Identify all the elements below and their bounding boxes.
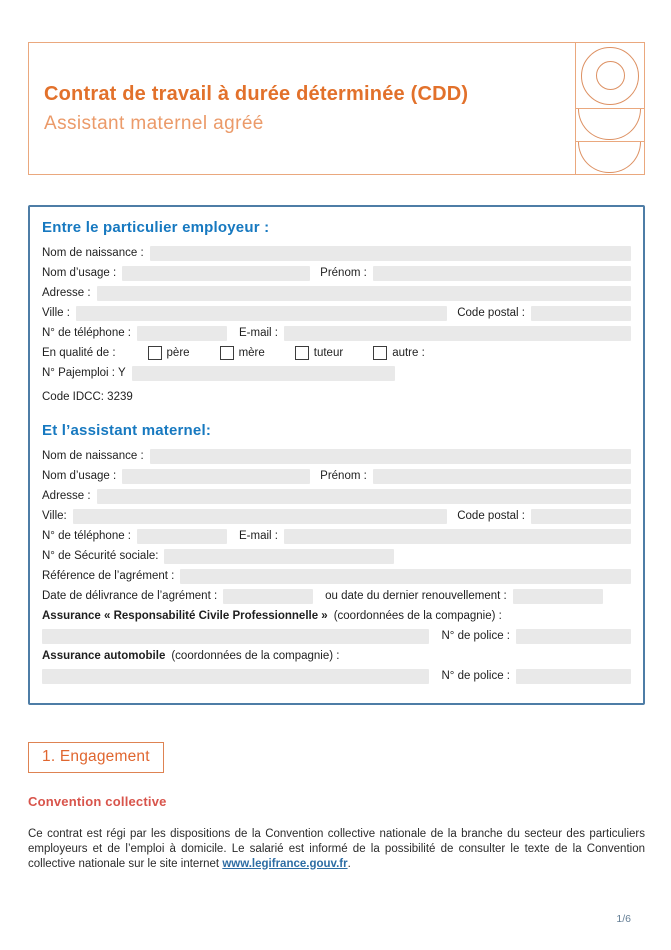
paragraph-end: . xyxy=(347,857,351,870)
postal-code-label: Code postal : xyxy=(457,510,525,522)
assistant-agrement-ref-row xyxy=(42,568,631,584)
assistant-city-row xyxy=(42,508,631,524)
pere-checkbox[interactable] xyxy=(148,346,162,360)
assistant-ssn-row xyxy=(42,548,631,564)
employer-usage-name-field[interactable] xyxy=(122,266,310,281)
document-header xyxy=(28,42,645,175)
city-label: Ville : xyxy=(42,307,70,319)
employer-birth-name-row xyxy=(42,245,631,261)
renewal-date-label: ou date du dernier renouvellement : xyxy=(325,590,507,602)
parties-form-box xyxy=(28,205,645,705)
employer-city-field[interactable] xyxy=(76,306,447,321)
employer-postal-code-field[interactable] xyxy=(531,306,631,321)
auto-insurance-label: Assurance automobile xyxy=(42,650,166,662)
assistant-agrement-date-row xyxy=(42,588,631,604)
employer-pajemploi-field[interactable] xyxy=(132,366,395,381)
document-title: Contrat de travail à durée déterminée (CDD) xyxy=(44,82,469,105)
header-text-block xyxy=(29,43,575,174)
assistant-agrement-ref-field[interactable] xyxy=(180,569,631,584)
employer-phone-row xyxy=(42,325,631,341)
tuteur-checkbox[interactable] xyxy=(295,346,309,360)
assistant-phone-field[interactable] xyxy=(137,529,227,544)
email-label: E-mail : xyxy=(239,327,278,339)
ssn-label: N° de Sécurité sociale: xyxy=(42,550,159,562)
quality-label: En qualité de : xyxy=(42,347,116,359)
auto-police-number-field[interactable] xyxy=(516,669,631,684)
quality-option-autre[interactable] xyxy=(373,346,425,360)
assistant-city-field[interactable] xyxy=(73,509,448,524)
assistant-agrement-date-field[interactable] xyxy=(223,589,313,604)
birth-name-label: Nom de naissance : xyxy=(42,247,144,259)
employer-address-field[interactable] xyxy=(97,286,631,301)
document-subtitle: Assistant maternel agréé xyxy=(44,112,264,134)
assistant-birth-name-field[interactable] xyxy=(150,449,631,464)
assistant-section-heading: Et l’assistant maternel: xyxy=(42,422,212,439)
pajemploi-label: N° Pajemploi : Y xyxy=(42,367,126,379)
assistant-usage-name-field[interactable] xyxy=(122,469,310,484)
assistant-postal-code-field[interactable] xyxy=(531,509,631,524)
semicircle-icon xyxy=(576,142,644,174)
convention-collective-heading: Convention collective xyxy=(28,794,167,809)
legifrance-link[interactable]: www.legifrance.gouv.fr xyxy=(222,857,348,870)
email-label: E-mail : xyxy=(239,530,278,542)
rc-insurance-company-field[interactable] xyxy=(42,629,429,644)
employer-quality-row xyxy=(42,345,631,361)
postal-code-label: Code postal : xyxy=(457,307,525,319)
address-label: Adresse : xyxy=(42,287,91,299)
quality-option-mere[interactable] xyxy=(220,346,265,360)
assistant-address-field[interactable] xyxy=(97,489,631,504)
auto-insurance-label-row xyxy=(42,648,631,664)
employer-pajemploi-row xyxy=(42,365,631,381)
usage-name-label: Nom d’usage : xyxy=(42,470,117,482)
police-number-label: N° de police : xyxy=(441,630,510,642)
assistant-address-row xyxy=(42,488,631,504)
employer-address-row xyxy=(42,285,631,301)
mere-checkbox[interactable] xyxy=(220,346,234,360)
phone-label: N° de téléphone : xyxy=(42,530,131,542)
city-label: Ville: xyxy=(42,510,67,522)
assistant-renewal-date-field[interactable] xyxy=(513,589,603,604)
assistant-usage-name-row xyxy=(42,468,631,484)
page-number: 1/6 xyxy=(616,913,631,925)
paragraph-text: Ce contrat est régi par les dispositions de la Convention collective nationale de la branche du secteur des particuliers employeurs et de l’emploi à domicile. Le salarié est informé de la possibilité de consulter le texte de la Convention collective nationale sur le site internet xyxy=(28,827,645,870)
address-label: Adresse : xyxy=(42,490,91,502)
rc-insurance-label-row xyxy=(42,608,631,624)
autre-label: autre : xyxy=(392,347,425,359)
usage-name-label: Nom d’usage : xyxy=(42,267,117,279)
mere-label: mère xyxy=(238,347,265,359)
employer-first-name-field[interactable] xyxy=(373,266,631,281)
employer-phone-field[interactable] xyxy=(137,326,227,341)
rc-insurance-field-row xyxy=(42,628,631,644)
idcc-code: Code IDCC: 3239 xyxy=(42,391,133,403)
first-name-label: Prénom : xyxy=(320,470,367,482)
rc-insurance-label: Assurance « Responsabilité Civile Professionnelle » xyxy=(42,610,328,622)
donut-icon xyxy=(576,43,644,109)
decorative-circles xyxy=(575,43,644,174)
birth-name-label: Nom de naissance : xyxy=(42,450,144,462)
autre-checkbox[interactable] xyxy=(373,346,387,360)
auto-insurance-company-field[interactable] xyxy=(42,669,429,684)
auto-insurance-field-row xyxy=(42,668,631,684)
agrement-ref-label: Référence de l’agrément : xyxy=(42,570,175,582)
employer-city-row xyxy=(42,305,631,321)
assistant-first-name-field[interactable] xyxy=(373,469,631,484)
quality-option-tuteur[interactable] xyxy=(295,346,343,360)
police-number-label: N° de police : xyxy=(441,670,510,682)
tuteur-label: tuteur xyxy=(313,347,344,359)
section-1-engagement-heading: 1. Engagement xyxy=(28,742,164,773)
phone-label: N° de téléphone : xyxy=(42,327,131,339)
employer-section-heading: Entre le particulier employeur : xyxy=(42,219,270,236)
convention-collective-paragraph xyxy=(28,827,645,872)
assistant-ssn-field[interactable] xyxy=(164,549,394,564)
agrement-date-label: Date de délivrance de l’agrément : xyxy=(42,590,218,602)
assistant-email-field[interactable] xyxy=(284,529,631,544)
semicircle-icon xyxy=(576,109,644,142)
first-name-label: Prénom : xyxy=(320,267,367,279)
assistant-phone-row xyxy=(42,528,631,544)
auto-insurance-label-detail: (coordonnées de la compagnie) : xyxy=(171,650,340,662)
pere-label: père xyxy=(166,347,190,359)
rc-insurance-label-detail: (coordonnées de la compagnie) : xyxy=(333,610,502,622)
employer-birth-name-field[interactable] xyxy=(150,246,631,261)
quality-option-pere[interactable] xyxy=(148,346,190,360)
employer-email-field[interactable] xyxy=(284,326,631,341)
employer-usage-name-row xyxy=(42,265,631,281)
rc-police-number-field[interactable] xyxy=(516,629,631,644)
assistant-birth-name-row xyxy=(42,448,631,464)
